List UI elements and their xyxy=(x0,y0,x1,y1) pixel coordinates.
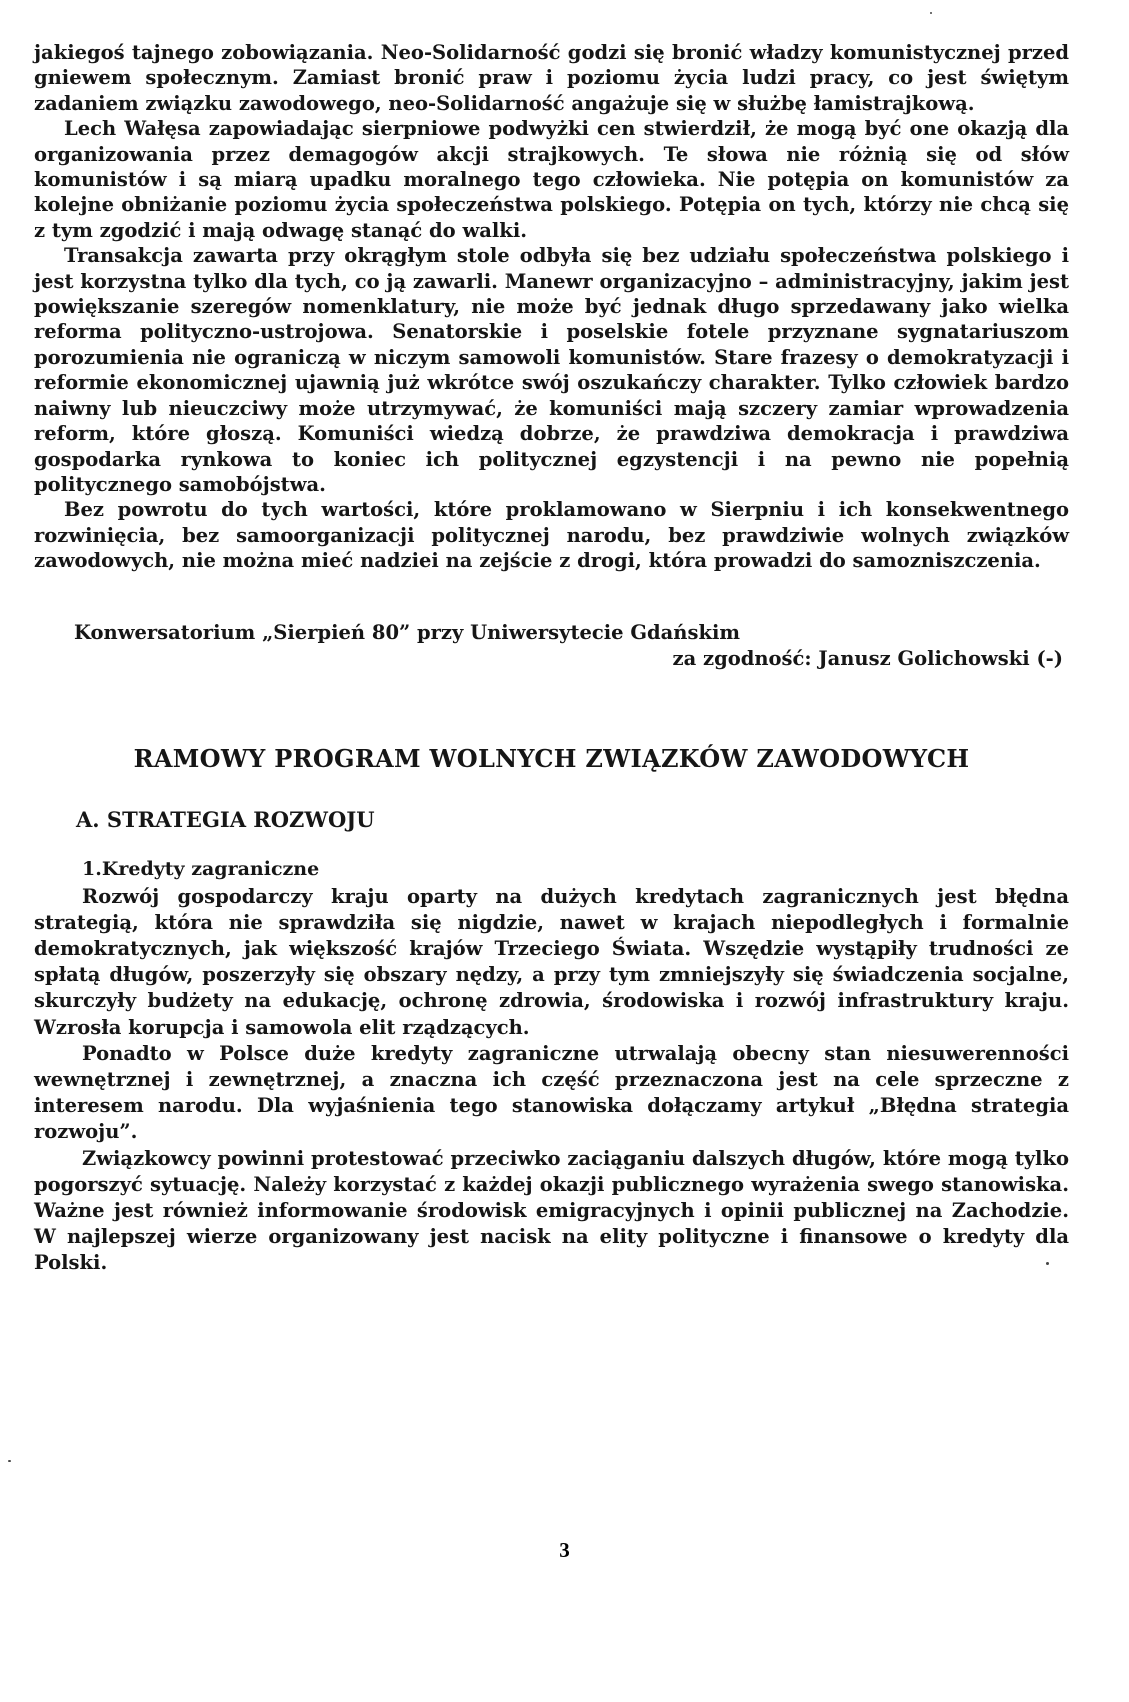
paragraph: Związkowcy powinni protestować przeciwko zaciąganiu dalszych długów, które mogą tylko pogorszyć sytuację. Należy korzystać z każdej okazji publicznego wyrażenia swego stanowiska. Ważne jest również informowanie środowisk emigracyjnych i opinii publicznej na Zachodzie. W najlepszej wierze organizowany jest nacisk na elity polityczne i finansowe o kredyty dla Polski. xyxy=(34,1146,1069,1275)
article-body xyxy=(34,40,1069,574)
scan-speck xyxy=(8,1460,11,1462)
page-number: 3 xyxy=(559,1538,570,1562)
paragraph: Rozwój gospodarczy kraju oparty na dużych kredytach zagranicznych jest błędna strategią, która nie sprawdziła się nigdzie, nawet w krajach niepodległych i formalnie demokratycznych, jak większość krajów Trzeciego Świata. Wszędzie wystąpiły trudności ze spłatą długów, poszerzyły się obszary nędzy, a przy tym zmniejszyły się świadczenia socjalne, skurczyły budżety na edukację, ochronę zdrowia, środowiska i rozwój infrastruktury kraju. Wzrosła korupcja i samowola elit rządzących. xyxy=(34,884,1069,1039)
paragraph: Bez powrotu do tych wartości, które proklamowano w Sierpniu i ich konsekwentnego rozwinięcia, bez samoorganizacji politycznej narodu, bez prawdziwie wolnych związków zawodowych, nie można mieć nadziei na zejście z drogi, która prowadzi do samozniszczenia. xyxy=(34,498,1069,573)
paragraph: Transakcja zawarta przy okrągłym stole odbyła się bez udziału społeczeństwa polskiego i jest korzystna tylko dla tych, co ją zawarli. Manewr organizacyjno – administracyjny, jakim jest powiększanie szeregów nomenklatury, nie może być jednak długo sprzedawany jako wielka reforma polityczno-ustrojowa. Senatorskie i poselskie fotele przyznane sygnatariuszom porozumienia nie ograniczą w niczym samowoli komunistów. Stare frazesy o demokratyzacji i reformie ekonomicznej ujawnią już wkrótce swój oszukańczy charakter. Tylko człowiek bardzo naiwny lub nieuczciwy może utrzymywać, że komuniści mają szczery zamiar wprowadzenia reform, które głoszą. Komuniści wiedzą dobrze, że prawdziwa demokracja i prawdziwa gospodarka rynkowa to koniec ich politycznej egzystencji i na pewno nie popełnią politycznego samobójstwa. xyxy=(34,244,1069,496)
signature-organization: Konwersatorium „Sierpień 80” przy Uniwersytecie Gdańskim xyxy=(74,620,741,644)
scan-speck xyxy=(930,12,932,14)
program-title: RAMOWY PROGRAM WOLNYCH ZWIĄZKÓW ZAWODOWYCH xyxy=(133,743,970,773)
subsection-title: 1.Kredyty zagraniczne xyxy=(82,857,320,880)
section-title: A. STRATEGIA ROZWOJU xyxy=(76,806,375,832)
paragraph: jakiegoś tajnego zobowiązania. Neo-Solidarność godzi się bronić władzy komunistycznej przed gniewem społecznym. Zamiast bronić praw i poziomu życia ludzi pracy, co jest świętym zadaniem związku zawodowego, neo-Solidarność angażuje się w służbę łamistrajkową. xyxy=(34,41,1069,115)
signature-block xyxy=(34,620,1069,672)
signature-conformity: za zgodność: Janusz Golichowski (-) xyxy=(672,646,1063,670)
paragraph: Ponadto w Polsce duże kredyty zagraniczne utrwalają obecny stan niesuwerenności wewnętrznej i zewnętrznej, a znaczna ich część przeznaczona jest na cele sprzeczne z interesem narodu. Dla wyjaśnienia tego stanowiska dołączamy artykuł „Błędna strategia rozwoju”. xyxy=(34,1041,1069,1144)
scan-speck xyxy=(1046,1262,1049,1265)
program-body xyxy=(34,884,1069,1277)
paragraph: Lech Wałęsa zapowiadając sierpniowe podwyżki cen stwierdził, że mogą być one okazją dla organizowania przez demagogów akcji strajkowych. Te słowa nie różnią się od słów komunistów i są miarą upadku moralnego tego człowieka. Nie potępia on komunistów za kolejne obniżanie poziomu życia społeczeństwa polskiego. Potępia on tych, którzy nie chcą się z tym zgodzić i mają odwagę stanąć do walki. xyxy=(34,117,1069,242)
